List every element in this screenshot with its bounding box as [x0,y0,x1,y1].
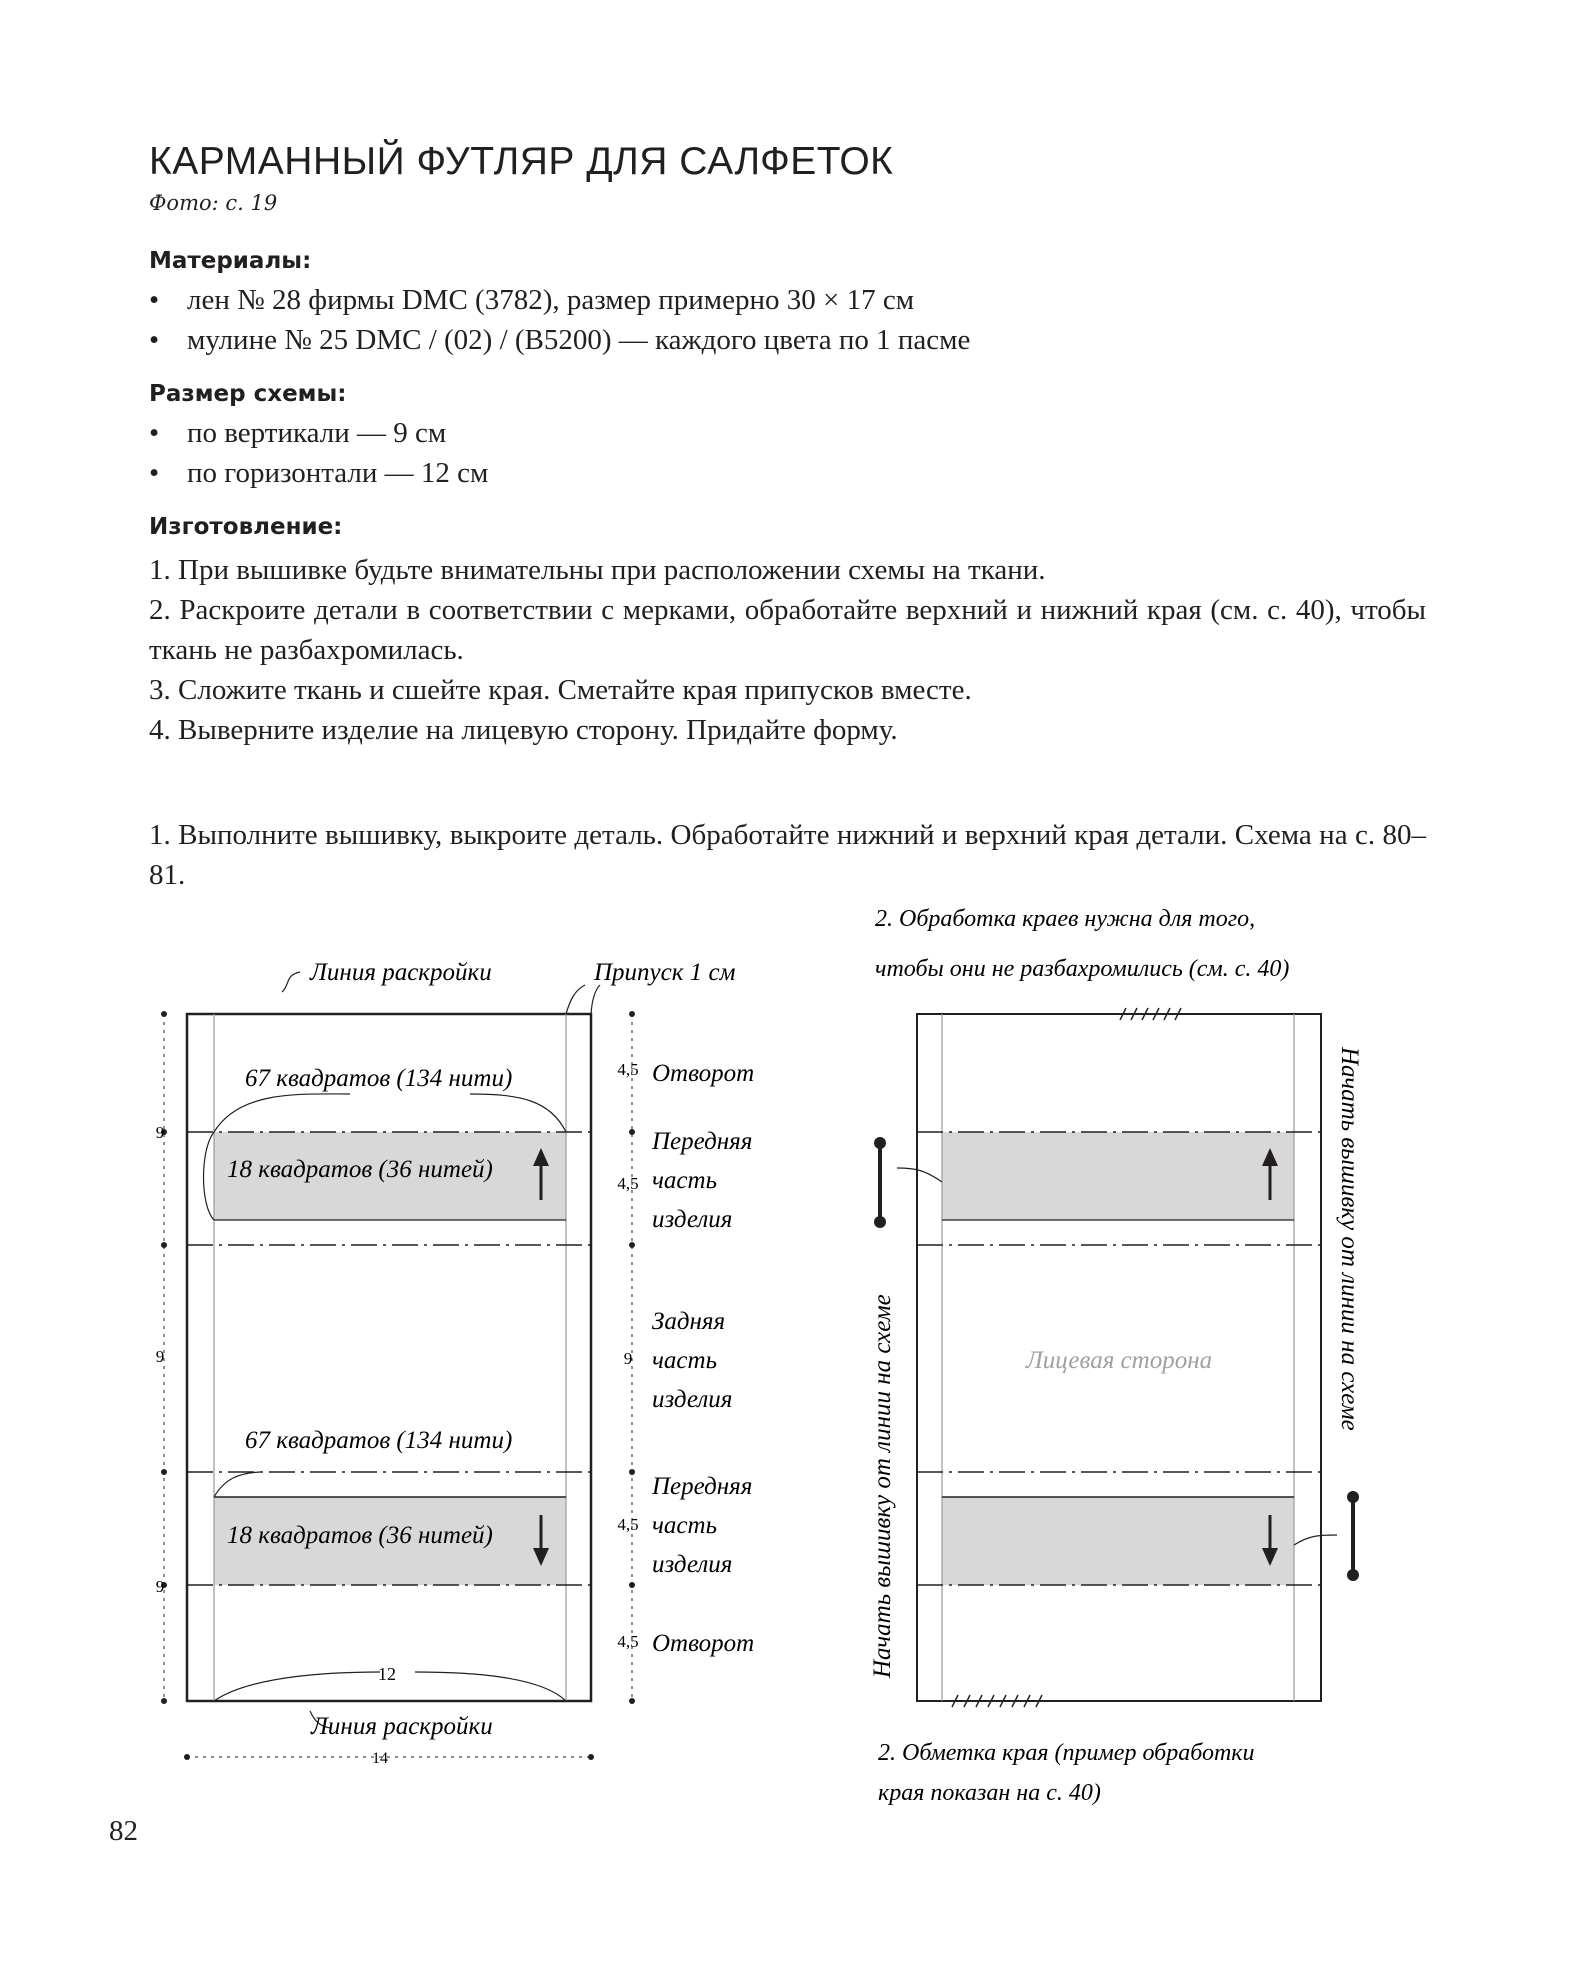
front-1-line-2: часть [652,1167,717,1194]
width-inner-label: 12 [378,1664,396,1684]
step-3: 3. Сложите ткань и сшейте края. Сметайте края припусков вместе. [149,674,972,706]
back-line-2: часть [652,1347,717,1374]
front-2-line-2: часть [652,1512,717,1539]
list-item: • мулине № 25 DMC / (02) / (B5200) — каждого цвета по 1 пасме [149,320,970,360]
list-item: • по вертикали — 9 см [149,413,488,453]
front-1-line-3: изделия [652,1206,733,1233]
note-bottom-line-2: края показан на с. 40) [878,1780,1101,1806]
start-right-label: Начать вышивку от линии на схеме [1336,1047,1363,1431]
start-left-label: Начать вышивку от линии на схеме [869,1294,896,1678]
making-heading: Изготовление: [149,514,343,540]
embroidery-band-top [942,1132,1294,1220]
list-item: • по горизонтали — 12 см [149,453,488,493]
flap-top-label: Отворот [652,1060,755,1087]
intro-paragraph: 1. Выполните вышивку, выкроите деталь. Обработайте нижний и верхний края детали. Схема на с. 80–81. [149,819,1426,891]
seam-allowance-label: Припуск 1 см [594,959,736,986]
step-2: 2. Раскроите детали в соответствии с мерками, обработайте верхний и нижний края (см. с. 40), чтобы ткань не разбахромилась. [149,594,1426,666]
step-4: 4. Выверните изделие на лицевую сторону. Придайте форму. [149,714,898,746]
start-marker-left [874,1137,942,1228]
cut-line-top-label: Линия раскройки [310,959,492,986]
band-top-label: 18 квадратов (36 нитей) [227,1156,493,1183]
right-dim-3: 9 [623,1349,633,1368]
cut-outline [187,1014,591,1701]
left-dim-2: 9 [155,1347,165,1366]
left-dim-1: 9 [155,1123,165,1142]
front-2-line-1: Передняя [652,1473,753,1500]
front-1-line-1: Передняя [652,1128,753,1155]
squares-bottom-label: 67 квадратов (134 нити) [245,1427,513,1454]
flap-bottom-label: Отворот [652,1630,755,1657]
right-dim-4: 4,5 [617,1515,639,1534]
cut-line-bottom-label: Линия раскройки [311,1713,493,1740]
face-side-label: Лицевая сторона [1025,1347,1213,1374]
scheme-size-heading: Размер схемы: [149,381,347,407]
note-top-line-2: чтобы они не разбахромились (см. с. 40) [875,956,1290,982]
list-item: • лен № 28 фирмы DMC (3782), размер примерно 30 × 17 см [149,280,970,320]
right-dim-1: 4,5 [617,1060,639,1079]
embroidery-band-bottom [942,1497,1294,1585]
back-line-1: Задняя [652,1308,726,1335]
photo-reference: Фото: с. 19 [149,191,278,215]
materials-heading: Материалы: [149,248,312,274]
note-top-line-1: 2. Обработка краев нужна для того, [875,906,1256,932]
back-line-3: изделия [652,1386,733,1413]
right-dim-5: 4,5 [617,1632,639,1651]
right-diagram [869,906,1363,1806]
page-title: КАРМАННЫЙ ФУТЛЯР ДЛЯ САЛФЕТОК [149,140,894,183]
squares-top-label: 67 квадратов (134 нити) [245,1065,513,1092]
width-outer-label: 14 [372,1750,388,1767]
page-number: 82 [109,1815,138,1847]
step-1: 1. При вышивке будьте внимательны при расположении схемы на ткани. [149,554,1046,586]
front-2-line-3: изделия [652,1551,733,1578]
note-bottom-line-1: 2. Обметка края (пример обработки [878,1740,1255,1766]
left-diagram [156,959,754,1767]
band-bottom-label: 18 квадратов (36 нитей) [227,1522,493,1549]
right-dim-2: 4,5 [617,1174,639,1193]
left-dim-3: 9 [155,1577,165,1596]
start-marker-right [1294,1491,1359,1581]
